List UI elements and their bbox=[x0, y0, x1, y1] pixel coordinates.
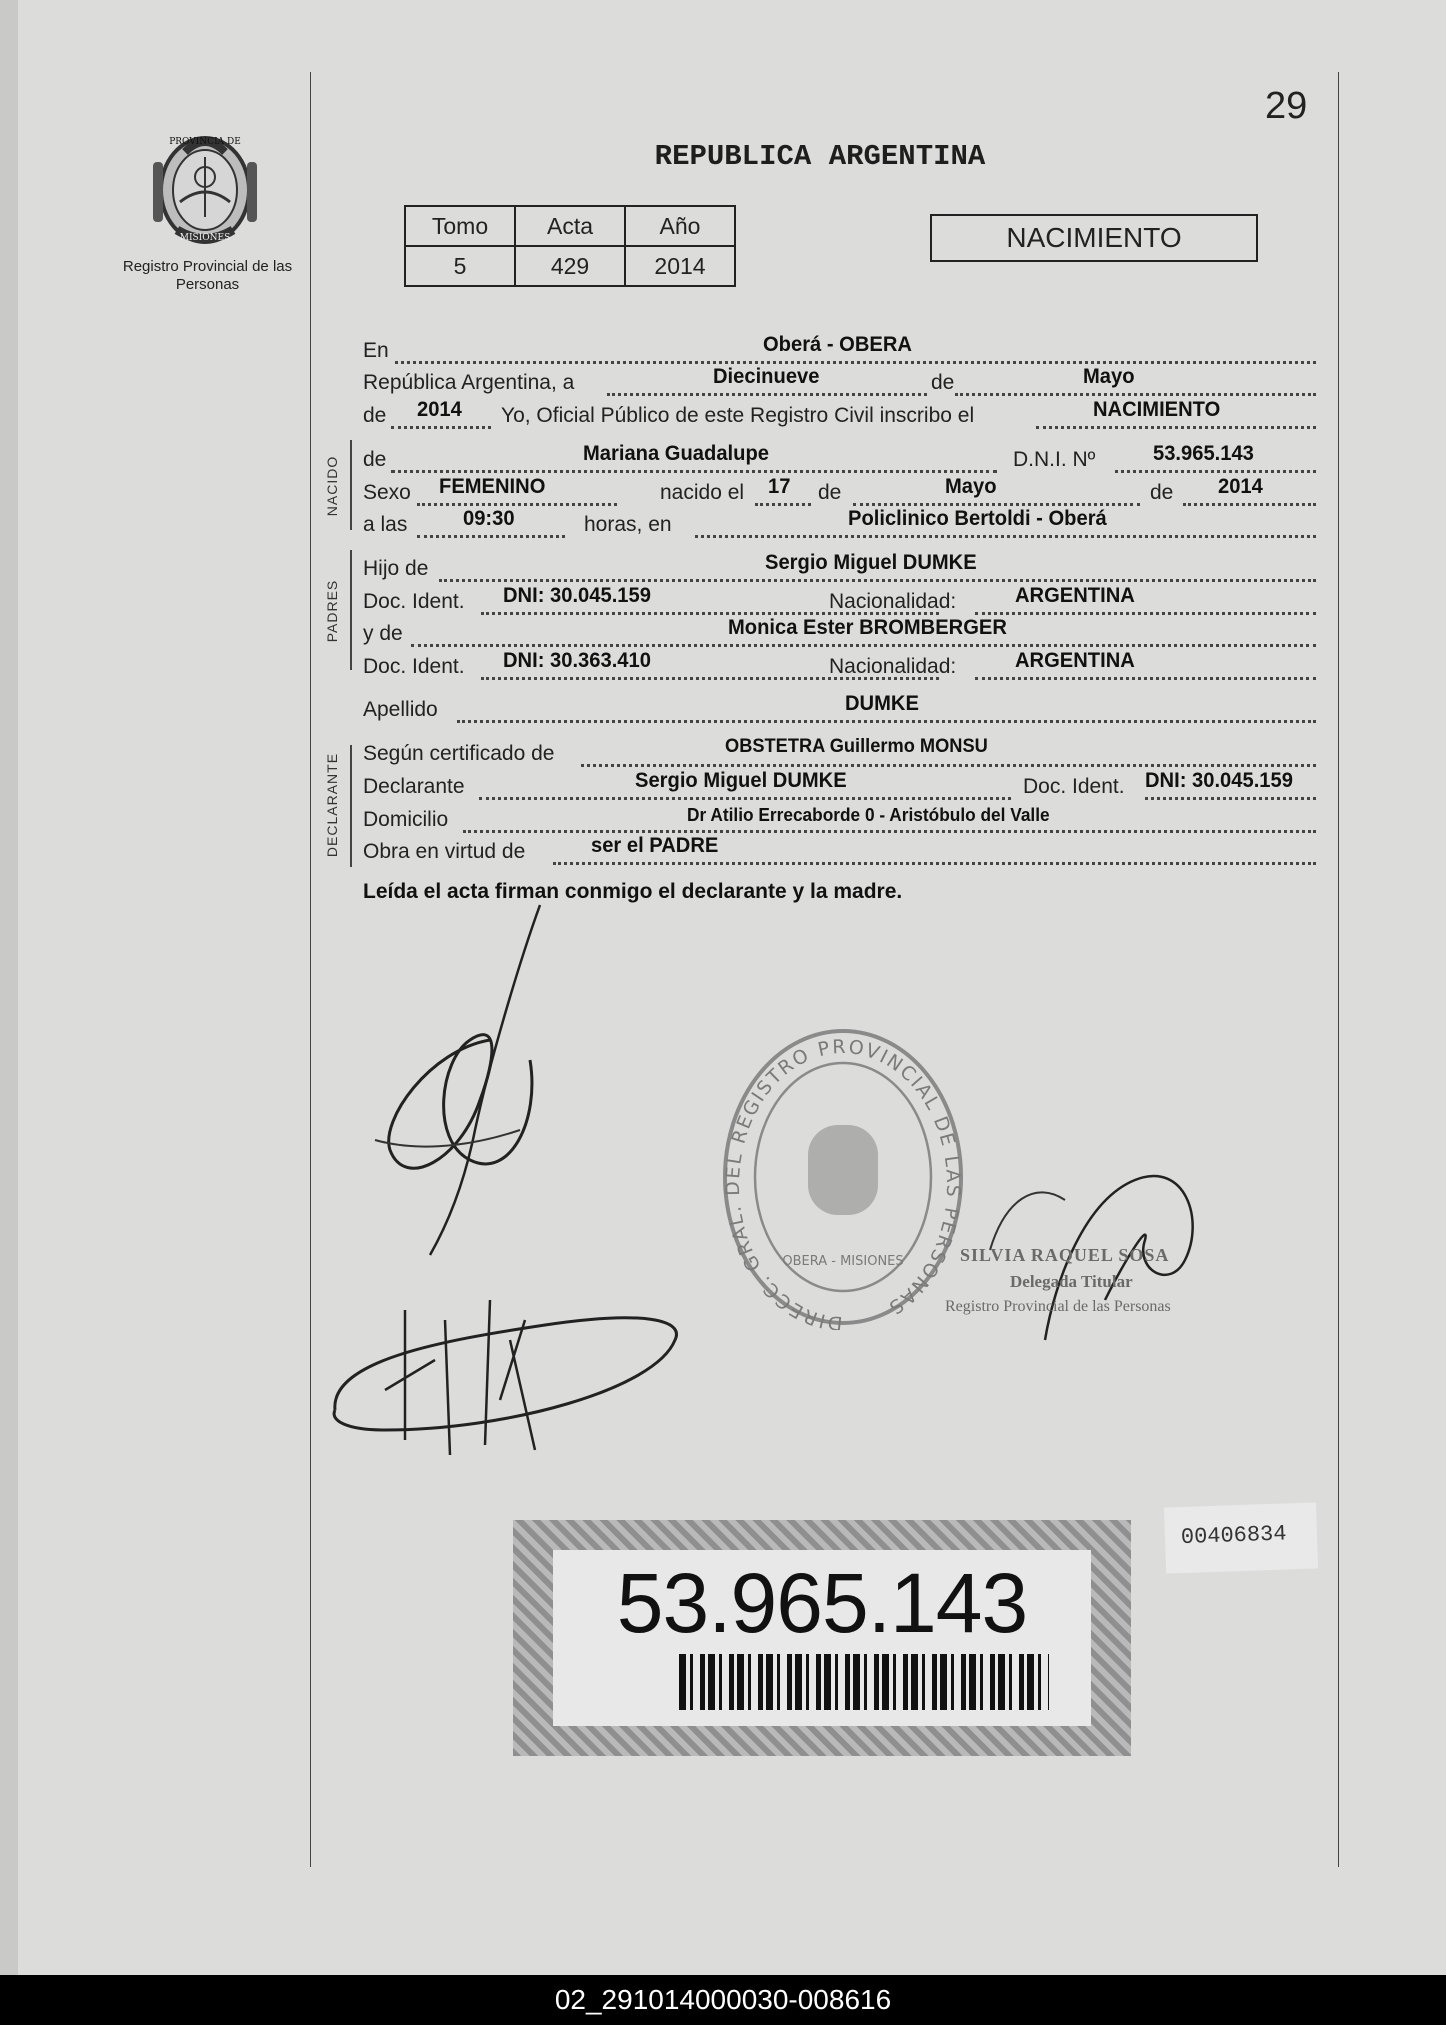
field-label: Obra en virtud de bbox=[363, 840, 526, 863]
mother-signature bbox=[325, 1280, 685, 1460]
field-value: 17 bbox=[768, 475, 791, 498]
field-value: Mayo bbox=[945, 475, 997, 498]
field-value: OBSTETRA Guillermo MONSU bbox=[725, 736, 988, 757]
field-value: Sergio Miguel DUMKE bbox=[635, 769, 847, 792]
field-value: 2014 bbox=[1218, 475, 1263, 498]
official-role: Delegada Titular bbox=[1010, 1272, 1133, 1291]
right-margin-line bbox=[1338, 72, 1339, 1867]
dni-sticker bbox=[513, 1520, 1131, 1756]
field-value: Mariana Guadalupe bbox=[583, 442, 769, 465]
stamp-ring-text: DIRECC. GRAL. DEL REGISTRO PROVINCIAL DE LAS PERSONAS bbox=[721, 1035, 965, 1330]
scan-edge bbox=[0, 0, 18, 1975]
form-line-surname bbox=[363, 692, 1316, 726]
file-id-footer: 02_291014000030-008616 bbox=[0, 1975, 1446, 2025]
field-value: 09:30 bbox=[463, 507, 515, 530]
dotted-leader bbox=[955, 371, 1316, 396]
table-cell: 2014 bbox=[625, 246, 735, 286]
field-value: ser el PADRE bbox=[591, 834, 719, 857]
field-label: Doc. Ident. bbox=[363, 590, 465, 613]
registry-stamp bbox=[718, 1025, 968, 1330]
form-line-mother bbox=[363, 616, 1316, 650]
field-label: de bbox=[363, 448, 387, 471]
official-organization: Registro Provincial de las Personas bbox=[945, 1298, 1171, 1315]
field-value: DNI: 30.045.159 bbox=[1145, 769, 1293, 792]
field-label: Yo, Oficial Público de este Registro Civil inscribo el bbox=[501, 404, 975, 427]
field-value: FEMENINO bbox=[439, 475, 546, 498]
field-value: 53.965.143 bbox=[1153, 442, 1254, 465]
table-header-row bbox=[405, 206, 735, 246]
provincial-seal-icon bbox=[145, 122, 265, 252]
table-cell: 5 bbox=[405, 246, 515, 286]
field-value: Oberá - OBERA bbox=[763, 333, 912, 356]
field-label: de bbox=[1150, 481, 1174, 504]
left-margin-line bbox=[310, 72, 311, 1867]
act-type-box: NACIMIENTO bbox=[930, 214, 1258, 262]
field-label: Nacionalidad: bbox=[829, 655, 957, 678]
sticker-dni-number: 53.965.143 bbox=[616, 1556, 1028, 1650]
form-line-address bbox=[363, 805, 1316, 836]
table-row bbox=[405, 246, 735, 286]
field-label: Apellido bbox=[363, 698, 438, 721]
form-line-place bbox=[363, 333, 1316, 367]
field-value: Monica Ester BROMBERGER bbox=[728, 616, 1007, 639]
field-label: Doc. Ident. bbox=[363, 655, 465, 678]
dni-sticker-panel bbox=[553, 1550, 1091, 1726]
document-title: REPUBLICA ARGENTINA bbox=[654, 140, 986, 173]
form-line-time-place bbox=[363, 507, 1316, 541]
declarant-signature bbox=[370, 900, 570, 1260]
field-label: de bbox=[818, 481, 842, 504]
section-label-declarante: DECLARANTE bbox=[324, 752, 340, 858]
form-line-name bbox=[363, 442, 1316, 476]
field-value: Dr Atilio Errecaborde 0 - Aristóbulo del Valle bbox=[687, 805, 1050, 825]
form-line-reason bbox=[363, 834, 1316, 868]
field-label: Hijo de bbox=[363, 557, 429, 580]
field-label: En bbox=[363, 339, 389, 362]
section-bar bbox=[350, 550, 352, 670]
form-line-father-doc bbox=[363, 584, 1316, 618]
field-value: Diecinueve bbox=[713, 365, 820, 388]
field-label: a las bbox=[363, 513, 408, 536]
barcode bbox=[679, 1654, 1049, 1710]
section-bar bbox=[350, 440, 352, 530]
field-value: 2014 bbox=[417, 398, 462, 421]
field-value: DNI: 30.045.159 bbox=[503, 584, 651, 607]
field-label: nacido el bbox=[660, 481, 745, 504]
form-line-year bbox=[363, 398, 1316, 432]
field-label: Doc. Ident. bbox=[1023, 775, 1125, 798]
field-label: de bbox=[931, 371, 955, 394]
official-name: SILVIA RAQUEL SOSA bbox=[960, 1245, 1170, 1265]
field-label: Sexo bbox=[363, 481, 411, 504]
field-value: Sergio Miguel DUMKE bbox=[765, 551, 977, 574]
field-value: DUMKE bbox=[845, 692, 919, 715]
field-label: y de bbox=[363, 622, 403, 645]
section-label-nacido: NACIDO bbox=[324, 455, 340, 517]
section-label-padres: PADRES bbox=[324, 579, 340, 643]
form-line-sex-birth bbox=[363, 475, 1316, 509]
field-label: de bbox=[363, 404, 387, 427]
registry-logo-text: Registro Provincial de las Personas bbox=[122, 258, 293, 293]
field-label: Domicilio bbox=[363, 808, 449, 831]
field-label: horas, en bbox=[584, 513, 672, 536]
field-value: Mayo bbox=[1083, 365, 1135, 388]
closing-statement: Leída el acta firman conmigo el declarante y la madre. bbox=[363, 880, 903, 903]
page-number: 29 bbox=[1265, 85, 1308, 127]
field-label: Declarante bbox=[363, 775, 465, 798]
table-header-cell: Año bbox=[625, 206, 735, 246]
serial-label bbox=[1164, 1502, 1318, 1573]
field-value: NACIMIENTO bbox=[1093, 398, 1221, 421]
table-header-cell: Acta bbox=[515, 206, 625, 246]
section-bar bbox=[350, 745, 352, 867]
form-line-certificate bbox=[363, 736, 1316, 770]
form-line-declarant bbox=[363, 769, 1316, 803]
field-label: República Argentina, a bbox=[363, 371, 575, 394]
tomo-acta-anio-table bbox=[404, 205, 736, 287]
form-line-father bbox=[363, 551, 1316, 585]
field-value: ARGENTINA bbox=[1015, 584, 1135, 607]
stamp-inner-text: OBERA - MISIONES bbox=[782, 1254, 904, 1269]
table-header-cell: Tomo bbox=[405, 206, 515, 246]
seal-text-top: PROVINCIA DE bbox=[169, 137, 241, 147]
field-value: ARGENTINA bbox=[1015, 649, 1135, 672]
seal-text-bottom: MISIONES bbox=[179, 233, 231, 243]
form-line-mother-doc bbox=[363, 649, 1316, 683]
table-cell: 429 bbox=[515, 246, 625, 286]
field-value: DNI: 30.363.410 bbox=[503, 649, 651, 672]
field-label: Según certificado de bbox=[363, 742, 555, 765]
field-value: Policlinico Bertoldi - Oberá bbox=[848, 507, 1107, 530]
form-line-date bbox=[363, 365, 1316, 399]
serial-number: 00406834 bbox=[1180, 1521, 1287, 1551]
field-label: Nacionalidad: bbox=[829, 590, 957, 613]
field-label: D.N.I. Nº bbox=[1013, 448, 1096, 471]
